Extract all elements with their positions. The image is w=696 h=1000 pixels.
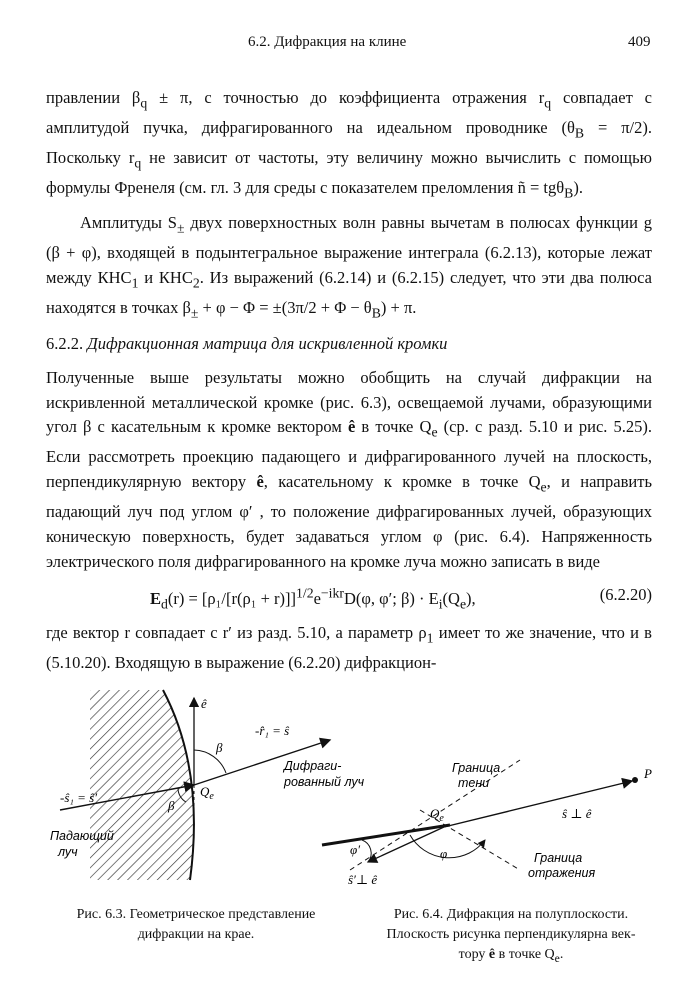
label-phi-prime: φ′	[350, 842, 361, 857]
label-beta-top: β	[216, 740, 223, 755]
label-phi: φ	[440, 846, 448, 861]
equation-6-2-20: $E_d(r) = [\rho_1/[r(\rho_1 + r)]]^{1/2}e^{-ikr}D(\varphi$, φ′; $\beta) \cdot E_i(Q_e)$, (6.2.20)	[150, 585, 652, 611]
label-diffracted-2: рованный луч	[284, 775, 365, 789]
label-s1: -ŝ₁ = ŝ′	[60, 790, 98, 805]
label-beta-bottom: β	[168, 798, 175, 813]
section-title: Дифракционная матрица для искривленной кромки	[87, 334, 448, 353]
figure-6-3-caption: Рис. 6.3. Геометрическое представление дифракции на крае.	[76, 907, 316, 942]
page-number: 409	[628, 34, 651, 50]
label-s-perp: ŝ ⊥ ê	[562, 806, 592, 821]
label-reflection-2: отражения	[528, 866, 596, 880]
label-r1-s: -r̂₁ = ŝ	[255, 723, 290, 738]
paragraph-4: где вектор r совпадает с r′ из разд. 5.10, а параметр $\rho_1$ имеет то же значение, что и в (5.10.20). Входящую в выражение (6.2.20) дифракцион-	[46, 623, 652, 672]
label-qe: $Q_e$	[430, 806, 444, 824]
label-qe: $Q_e$	[200, 784, 214, 802]
half-plane	[322, 825, 450, 845]
label-e-hat: ê	[201, 696, 207, 711]
label-reflection-1: Граница	[534, 851, 583, 865]
label-incident-1: Падающий	[50, 829, 114, 843]
figure-6-4-half-plane-diffraction	[320, 750, 670, 900]
label-s-prime-perp: ŝ′⊥ ê	[348, 872, 378, 887]
curved-metal-edge	[90, 690, 194, 880]
paragraph-3: Полученные выше результаты можно обобщить на случай дифракции на искривленной металлической кромке (рис. 6.3), освещаемой лучами, образующими угол β с касательным к кромке вектором ê в точке $Q_e$ (ср. с разд. 5.10 и рис. 5.25). Если рассмотреть проекцию падающего и дифрагированного лучей на плоскость, перпендикулярную вектору ê, касательному к кромке в точке $Q_e$, и направить падающий луч под углом φ′ , то положение дифрагированных лучей, образующих коническую поверхность, будет задаваться углом φ (рис. 6.4). Напряженность электрического поля дифрагированного на кромке луча можно записать в виде	[46, 368, 653, 571]
paragraph-2: Амплитуды $S_\pm$ двух поверхностных волн равны вычетам в полюсах функции g (β + φ), входящей в подынтегральное выражение интеграла (6.2.13), которые лежат между $КНС_1$ и $КНС_2$. Из выражений (6.2.14) и (6.2.15) следует, что эти два полюса находятся в точках $\beta_\pm + \varphi - \Phi = \pm(3\pi/2 + \Phi - \theta_B) + \pi$.	[46, 213, 652, 320]
label-incident-2: луч	[58, 845, 78, 859]
figure-6-3-edge-diffraction	[30, 680, 370, 900]
point-p	[632, 777, 638, 783]
section-number: 6.2.2.	[46, 334, 84, 353]
label-diffracted-1: Дифраги-	[284, 759, 342, 773]
paragraph-1: правлении $\beta_q \pm \pi$, с точностью до коэффициента отражения $r_q$ совпадает с амплитудой пучка, дифрагированного на идеальном проводнике $(\theta_B = \pi/2)$. Поскольку $r_q$ не зависит от частоты, эту величину можно вычислить с помощью формулы Френеля (см. гл. 3 для среды с показателем преломления ñ = tgθ$_B$).	[46, 88, 653, 201]
label-p: P	[644, 766, 652, 781]
figure-6-4-caption: Рис. 6.4. Дифракция на полуплоскости. Плоскость рисунка перпендикулярна век- тору ê в точке $Q_e$.	[386, 907, 636, 965]
section-heading	[46, 334, 447, 354]
label-shadow-1: Граница	[452, 761, 501, 775]
running-header-title: 6.2. Дифракция на клине	[248, 34, 407, 50]
label-shadow-2: тени	[458, 776, 490, 790]
equation-number: (6.2.20)	[599, 585, 652, 604]
